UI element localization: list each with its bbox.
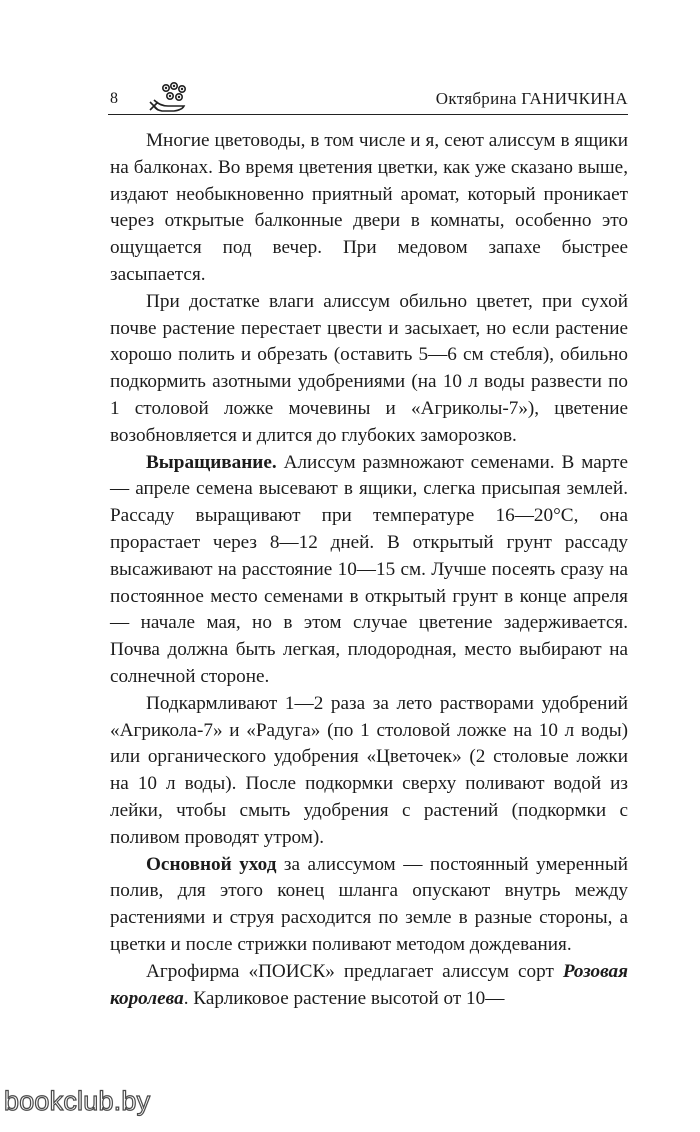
running-head: Октябрина ГАНИЧКИНА [435, 89, 628, 108]
paragraph: При достатке влаги алиссум обильно цветет, при сухой почве растение перестает цвести и засыхает, но если растение хорошо полить и обрезать (оставить 5—6 см стебля), обильно подкормить азотными удобрениями (на 10 л воды развести по 1 столовой ложке мочевины и «Агриколы-7»), цветение возобновляется и длится до глубоких заморозков. [110, 290, 628, 446]
variety-name: Розовая королева [110, 960, 628, 1009]
page-number: 8 [110, 90, 118, 107]
paragraph: Выращивание. Алиссум размножают семенами. В марте — апреле семена высевают в ящики, слегка присыпая землей. Рассаду выращивают при температуре 16—20°С, она прорастает через 8—12 дней. В открытый грунт рассаду высаживают на расстояние 10—15 см. Лучше посеять сразу на постоянное место семенами в открытый грунт в конце апреля — начале мая, но в этом случае цветение задерживается. Почва должна быть легкая, плодородная, место выбирают на солнечной стороне. [110, 451, 628, 687]
paragraph: Агрофирма «ПОИСК» предлагает алиссум сорт Розовая королева. Карликовое растение высотой от 10— [110, 960, 628, 1009]
paragraph: Подкармливают 1—2 раза за лето растворами удобрений «Агрикола-7» и «Радуга» (по 1 столовой ложке на 10 л воды) или органического удобрения «Цветочек» (2 столовые ложки на 10 л воды). После подкормки сверху поливают водой из лейки, чтобы смыть удобрения с растений (подкормки с поливом проводят утром). [110, 692, 628, 848]
watermark: bookclub.by [4, 1086, 151, 1116]
section-lead: Основной уход [146, 853, 277, 875]
flower-basket-icon [144, 80, 190, 114]
page-header [108, 80, 628, 115]
paragraph: Основной уход за алиссумом — постоянный умеренный полив, для этого конец шланга опускают внутрь между растениями и струя расходится по земле в разные стороны, а цветки и после стрижки поливают методом дождевания. [110, 853, 628, 955]
section-lead: Выращивание. [146, 451, 277, 473]
paragraph: Многие цветоводы, в том числе и я, сеют алиссум в ящики на балконах. Во время цветения цветки, как уже сказано выше, издают необыкновенно приятный аромат, который проникает через открытые балконные двери в комнаты, особенно это ощущается под вечер. При медовом запахе быстрее засыпается. [110, 130, 628, 285]
page-body [110, 128, 628, 1012]
